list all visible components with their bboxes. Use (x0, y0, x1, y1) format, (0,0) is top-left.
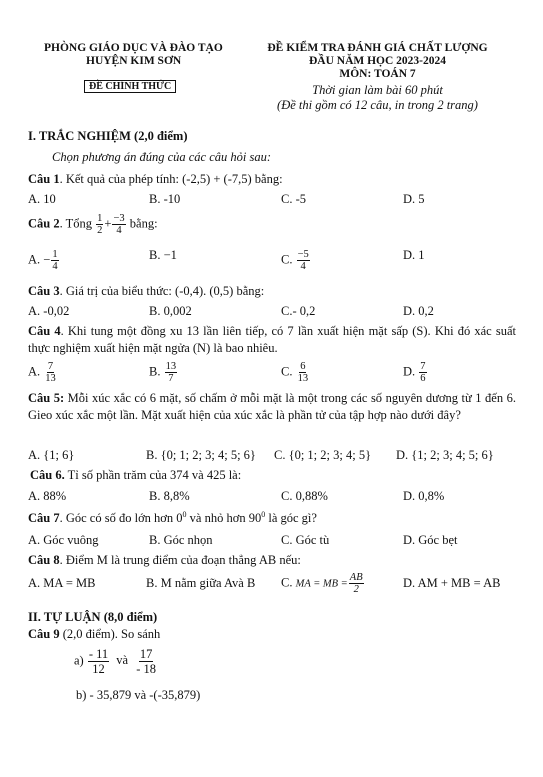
plus-sign: + (104, 216, 112, 231)
subject: MÔN: TOÁN 7 (339, 68, 416, 80)
question-text: . Kết quả của phép tính: (-2,5) + (-7,5) bằng: (59, 172, 283, 186)
degree-sup: 0 (261, 510, 266, 519)
fraction: $\frac{- 11}{12}$ (88, 647, 109, 676)
q3-option-c: C.- 0,2 (281, 304, 316, 318)
exam-title: ĐỀ KIỂM TRA ĐÁNH GIÁ CHẤT LƯỢNG (267, 42, 488, 54)
question-text: (2,0 điểm). So sánh (59, 627, 161, 641)
school-year: ĐẦU NĂM HỌC 2023-2024 (308, 55, 447, 67)
question-5 (28, 390, 516, 424)
q5-option-a: A. {1; 6} (28, 448, 75, 462)
question-8 (28, 553, 301, 568)
part1-title: I. TRẮC NGHIỆM (2,0 điểm) (28, 129, 188, 143)
q3-option-a: A. -0,02 (28, 304, 70, 318)
question-text-end: bằng: (129, 216, 158, 231)
q4-option-c: C. $\frac{6}{13}$ (281, 361, 309, 384)
question-text: . Khi tung một đồng xu 13 lần liên tiếp, có 7 lần xuất hiện mặt sấp (S). Khi đó xác suất thực nghiệm xuất hiện mặt ngửa (N) là bao nhiêu. (28, 324, 516, 355)
q9-part-a: a) $\frac{- 11}{12}$ và $\frac{17}{- 18}$ (74, 647, 157, 676)
q7-option-c: C. Góc tù (281, 533, 330, 547)
q6-option-d: D. 0,8% (403, 489, 445, 503)
q7-option-d: D. Góc bẹt (403, 533, 458, 547)
fraction: $\frac{7}{6}$ (420, 361, 426, 384)
fraction: $\frac{AB}{2}$ (349, 572, 363, 595)
q4-option-b: B. $\frac{13}{7}$ (149, 361, 177, 384)
question-label: Câu 9 (28, 627, 60, 641)
fraction: $\frac{17}{- 18}$ (136, 647, 157, 676)
q2-option-a: A. − $\frac{1}{4}$ (28, 249, 58, 272)
question-text: . Giá trị của biểu thức: (-0,4). (0,5) bằng: (59, 284, 265, 298)
q2-option-d: D. 1 (403, 248, 425, 262)
q4-option-a: A. $\frac{7}{13}$ (28, 361, 56, 384)
official-badge: ĐỀ CHÍNH THỨC (84, 80, 176, 93)
q5-option-c: C. {0; 1; 2; 3; 4; 5} (274, 448, 372, 462)
question-6 (30, 468, 241, 483)
part2-title: II. TỰ LUẬN (8,0 điểm) (28, 610, 158, 624)
question-label: Câu 3 (28, 284, 60, 298)
question-9 (28, 627, 160, 642)
question-3 (28, 284, 264, 299)
q3-option-b: B. 0,002 (149, 304, 192, 318)
district-name: HUYỆN KIM SƠN (86, 55, 182, 67)
q6-option-a: A. 88% (28, 489, 67, 503)
question-text: Tỉ số phần trăm của 374 và 425 là: (64, 468, 242, 482)
q1-option-d: D. 5 (403, 192, 425, 206)
q1-option-a: A. 10 (28, 192, 56, 206)
question-text: . Điểm M là trung điểm của đoạn thẳng AB nếu: (59, 553, 301, 567)
q7-option-a: A. Góc vuông (28, 533, 99, 547)
department-name: PHÒNG GIÁO DỤC VÀ ĐÀO TẠO (44, 42, 223, 54)
part1-instruction: Chọn phương án đúng của các câu hỏi sau: (52, 150, 272, 164)
q2-option-b: B. −1 (149, 248, 177, 262)
q5-option-b: B. {0; 1; 2; 3; 4; 5; 6} (146, 448, 256, 462)
fraction: $\frac{-3}{4}$ (113, 213, 125, 236)
question-label: Câu 5: (28, 391, 65, 405)
degree-sup: 0 (182, 510, 187, 519)
question-1 (28, 172, 283, 187)
exam-note: (Đề thi gồm có 12 câu, in trong 2 trang) (277, 98, 478, 112)
question-text: Mỗi xúc xắc có 6 mặt, số chấm ở mỗi mặt là một trong các số nguyên dương từ 1 đến 6. Gieo xúc xắc một lần. Mặt xuất hiện của xúc xắc là phần tử của tập hợp nào dưới đây? (28, 391, 516, 422)
time-limit: Thời gian làm bài 60 phút (312, 83, 443, 97)
q5-option-d: D. {1; 2; 3; 4; 5; 6} (396, 448, 494, 462)
question-label: Câu 7 (28, 511, 60, 526)
question-label: Câu 2 (28, 216, 60, 231)
question-label: Câu 1 (28, 172, 60, 186)
question-label: Câu 4 (28, 324, 61, 338)
q8-option-c: C. MA = MB = $\frac{AB}{2}$ (281, 572, 363, 595)
q6-option-c: C. 0,88% (281, 489, 328, 503)
fraction: $\frac{6}{13}$ (297, 361, 309, 384)
fraction: $\frac{7}{13}$ (45, 361, 56, 384)
q7-option-b: B. Góc nhọn (149, 533, 213, 547)
q3-option-d: D. 0,2 (403, 304, 434, 318)
fraction: $\frac{1}{2}$ (97, 213, 103, 236)
question-4 (28, 323, 516, 357)
q8-option-d: D. AM + MB = AB (403, 576, 501, 590)
q1-option-c: C. -5 (281, 192, 306, 206)
question-label: Câu 6. (30, 468, 65, 482)
q1-option-b: B. -10 (149, 192, 181, 206)
question-7: Câu 7. Góc có số đo lớn hơn $0^0$ và nhỏ hơn $90^0$ là góc gì? (28, 510, 317, 526)
fraction: $\frac{-5}{4}$ (297, 249, 309, 272)
q4-option-d: D. $\frac{7}{6}$ (403, 361, 426, 384)
fraction: $\frac{1}{4}$ (52, 249, 58, 272)
q8-option-b: B. M nằm giữa Avà B (146, 576, 256, 590)
fraction: $\frac{13}{7}$ (165, 361, 177, 384)
q6-option-b: B. 8,8% (149, 489, 190, 503)
q9-part-b: b) - 35,879 và -(-35,879) (76, 688, 201, 702)
question-text: . Tổng (59, 216, 93, 231)
q2-option-c: C. $\frac{-5}{4}$ (281, 249, 309, 272)
question-label: Câu 8 (28, 553, 60, 567)
question-2 (28, 213, 158, 236)
q8-option-a: A. MA = MB (28, 576, 96, 590)
